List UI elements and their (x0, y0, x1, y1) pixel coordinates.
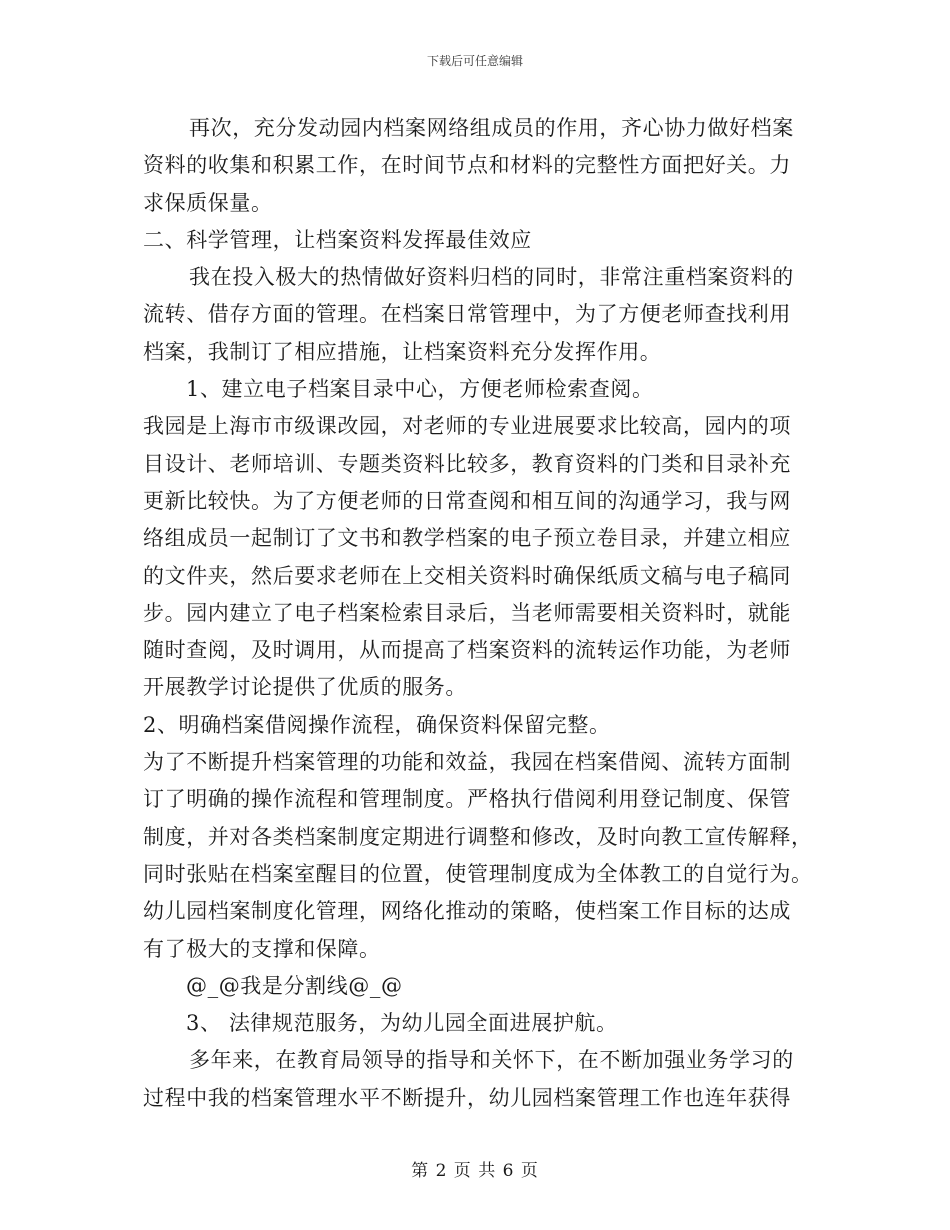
paragraph-line: 过程中我的档案管理水平不断提升，幼儿园档案管理工作也连年获得 (143, 1085, 791, 1110)
page-header: 下载后可任意编辑 (426, 54, 523, 68)
subsection-heading: 3、 法律规范服务，为幼儿园全面进展护航。 (186, 1011, 618, 1036)
paragraph-line: 为了不断提升档案管理的功能和效益，我园在档案借阅、流转方面制 (143, 750, 791, 775)
paragraph-line: 流转、借存方面的管理。在档案日常管理中，为了方便老师查找利用 (143, 302, 791, 327)
paragraph-line: 随时查阅，及时调用，从而提高了档案资料的流转运作功能，为老师 (143, 638, 791, 663)
page-footer: 第 2 页 共 6 页 (411, 1161, 539, 1181)
paragraph-line: 开展教学讨论提供了优质的服务。 (143, 675, 467, 700)
paragraph-line: 目设计、老师培训、专题类资料比较多，教育资料的门类和目录补充 (143, 451, 791, 476)
paragraph-line: 制度，并对各类档案制度定期进行调整和修改，及时向教工宣传解释， (143, 824, 813, 849)
document-body (143, 110, 811, 1117)
paragraph-line: 多年来，在教育局领导的指导和关怀下，在不断加强业务学习的 (189, 1048, 794, 1073)
paragraph-line: 步。园内建立了电子档案检索目录后，当老师需要相关资料时，就能 (143, 600, 791, 625)
paragraph-line: 订了明确的操作流程和管理制度。严格执行借阅利用登记制度、保管 (143, 787, 791, 812)
subsection-heading: 1、建立电子档案目录中心，方便老师检索查阅。 (186, 377, 654, 402)
paragraph-line: 求保质保量。 (143, 190, 273, 215)
paragraph-line: 有了极大的支撑和保障。 (143, 936, 381, 961)
paragraph-line: 络组成员一起制订了文书和教学档案的电子预立卷目录，并建立相应 (143, 526, 791, 551)
paragraph-line: 同时张贴在档案室醒目的位置，使管理制度成为全体教工的自觉行为。 (143, 861, 813, 886)
paragraph-line: 我在投入极大的热情做好资料归档的同时，非常注重档案资料的 (189, 265, 794, 290)
paragraph-line: 更新比较快。为了方便老师的日常查阅和相互间的沟通学习，我与网 (143, 488, 791, 513)
separator-text: @_@我是分割线@_@ (186, 973, 403, 998)
paragraph-line: 的文件夹，然后要求老师在上交相关资料时确保纸质文稿与电子稿同 (143, 563, 791, 588)
paragraph-line: 再次，充分发动园内档案网络组成员的作用，齐心协力做好档案 (189, 116, 794, 140)
paragraph-line: 幼儿园档案制度化管理，网络化推动的策略，使档案工作目标的达成 (143, 899, 791, 924)
paragraph-line: 资料的收集和积累工作，在时间节点和材料的完整性方面把好关。力 (143, 153, 791, 178)
paragraph-line: 档案，我制订了相应措施，让档案资料充分发挥作用。 (143, 339, 662, 364)
subsection-heading: 2、明确档案借阅操作流程，确保资料保留完整。 (143, 712, 611, 737)
section-heading: 二、科学管理，让档案资料发挥最佳效应 (143, 227, 532, 252)
paragraph-line: 我园是上海市市级课改园，对老师的专业进展要求比较高，园内的项 (143, 414, 791, 439)
